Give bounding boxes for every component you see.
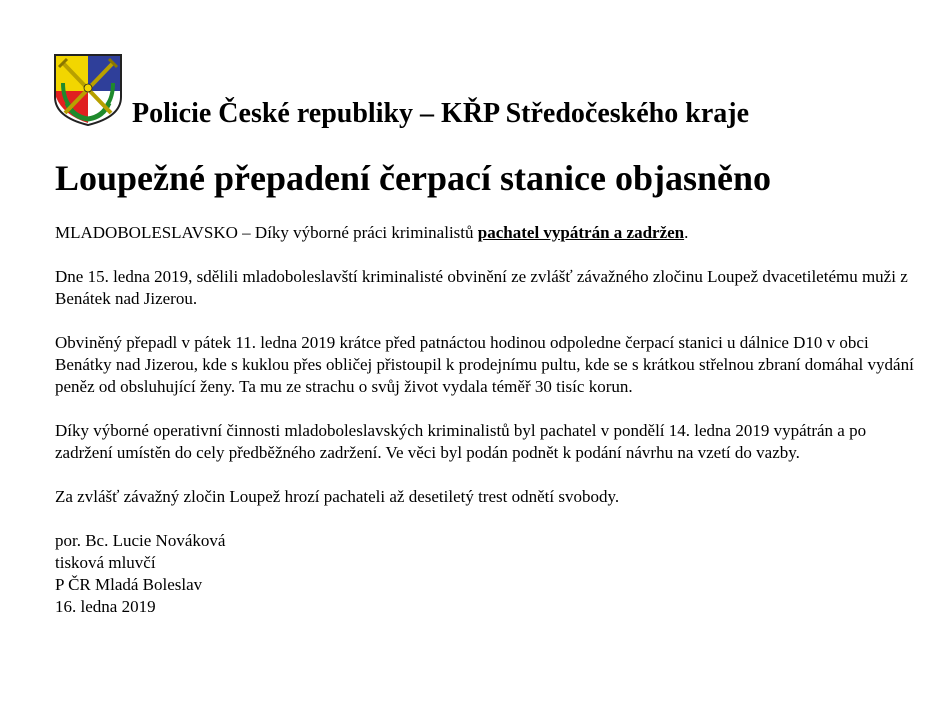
signature-office: P ČR Mladá Boleslav bbox=[55, 575, 203, 594]
paragraph-2: Obviněný přepadl v pátek 11. ledna 2019 krátce před patnáctou hodinou odpoledne čerpací stanici u dálnice D10 v obci Benátky nad Jizerou, kde s kuklou přes obličej přistoupil k prodejnímu pultu, kde se s krátkou střelnou zbraní domáhal vydání peněz od obsluhující ženy. Ta mu ze strachu o svůj život vydala téměř 30 tisíc korun. bbox=[55, 333, 914, 396]
article-headline: Loupežné přepadení čerpací stanice objasněno bbox=[55, 158, 771, 198]
signature-role: tisková mluvčí bbox=[55, 553, 156, 572]
lead-paragraph bbox=[55, 222, 915, 244]
article-body bbox=[55, 222, 915, 618]
paragraph-4: Za zvlášť závažný zločin Loupež hrozí pachateli až desetiletý trest odnětí svobody. bbox=[55, 487, 620, 506]
signature-name: por. Bc. Lucie Nováková bbox=[55, 531, 226, 550]
organization-title: Policie České republiky – KŘP Středočeského kraje bbox=[132, 98, 749, 129]
paragraph-3: Díky výborné operativní činnosti mladoboleslavských kriminalistů byl pachatel v pondělí 14. ledna 2019 vypátrán a po zadržení umístěn do cely předběžného zadržení. Ve věci byl podán podnět k podání návrhu na vzetí do vazby. bbox=[55, 421, 867, 462]
police-badge-logo bbox=[53, 53, 123, 127]
signature-block bbox=[55, 530, 915, 618]
lead-prefix: MLADOBOLESLAVSKO – Díky výborné práci kriminalistů bbox=[55, 223, 478, 242]
police-badge-icon bbox=[53, 53, 123, 127]
paragraph-1: Dne 15. ledna 2019, sdělili mladoboleslavští kriminalisté obvinění ze zvlášť závažného zločinu Loupež dvacetiletému muži z Benátek nad Jizerou. bbox=[55, 267, 908, 308]
lead-highlight: pachatel vypátrán a zadržen bbox=[477, 223, 685, 242]
signature-date: 16. ledna 2019 bbox=[55, 597, 156, 616]
lead-suffix: . bbox=[684, 223, 689, 242]
